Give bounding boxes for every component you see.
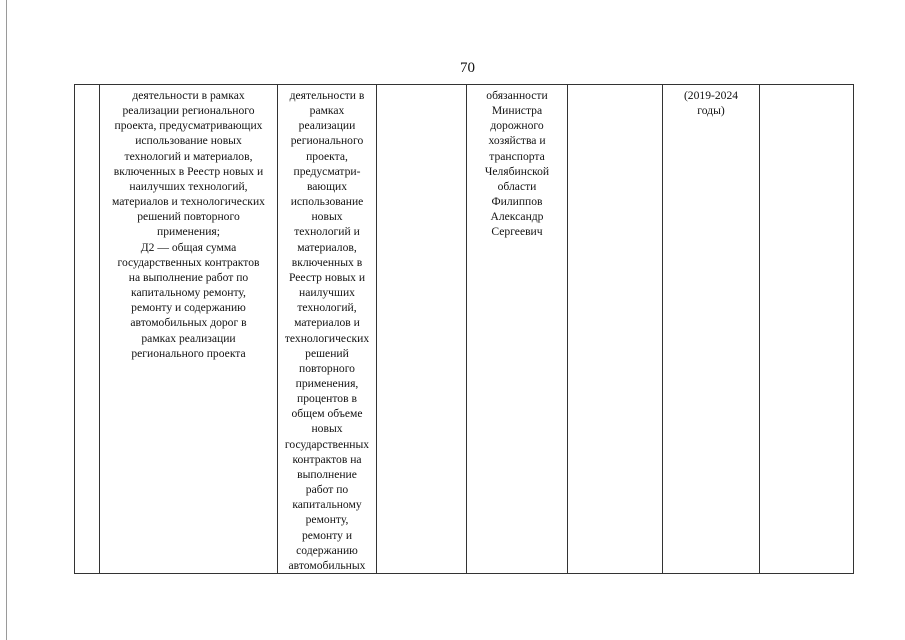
page-left-edge-line xyxy=(6,0,7,640)
table-cell-index xyxy=(75,85,100,574)
table-cell-period: (2019-2024 годы) xyxy=(663,85,760,574)
table-cell-empty xyxy=(377,85,467,574)
table-cell-empty xyxy=(760,85,854,574)
table-cell-indicator-name: деятельности в рамках реализации регионального проекта, предусматри- вающих использование новых технологий и материалов, включенных в Реестр новых и наилучших технологий, материалов и технологических решений повторного применения, процентов в общем объеме новых государственных контрактов на выполнение работ по капитальному ремонту, ремонту и содержанию автомобильных xyxy=(278,85,377,574)
table-row xyxy=(75,85,854,574)
page-number: 70 xyxy=(460,60,475,76)
table-cell-empty xyxy=(568,85,663,574)
table-cell-formula-description: деятельности в рамках реализации регионального проекта, предусматривающих использование новых технологий и материалов, включенных в Реестр новых и наилучших технологий, материалов и технологических решений повторного применения; Д2 — общая сумма государственных контрактов на выполнение работ по капитальному ремонту, ремонту и содержанию автомобильных дорог в рамках реализации регионального проекта xyxy=(100,85,278,574)
table-cell-responsible-person: обязанности Министра дорожного хозяйства и транспорта Челябинской области Филиппов Александр Сергеевич xyxy=(467,85,568,574)
document-table xyxy=(74,84,854,574)
